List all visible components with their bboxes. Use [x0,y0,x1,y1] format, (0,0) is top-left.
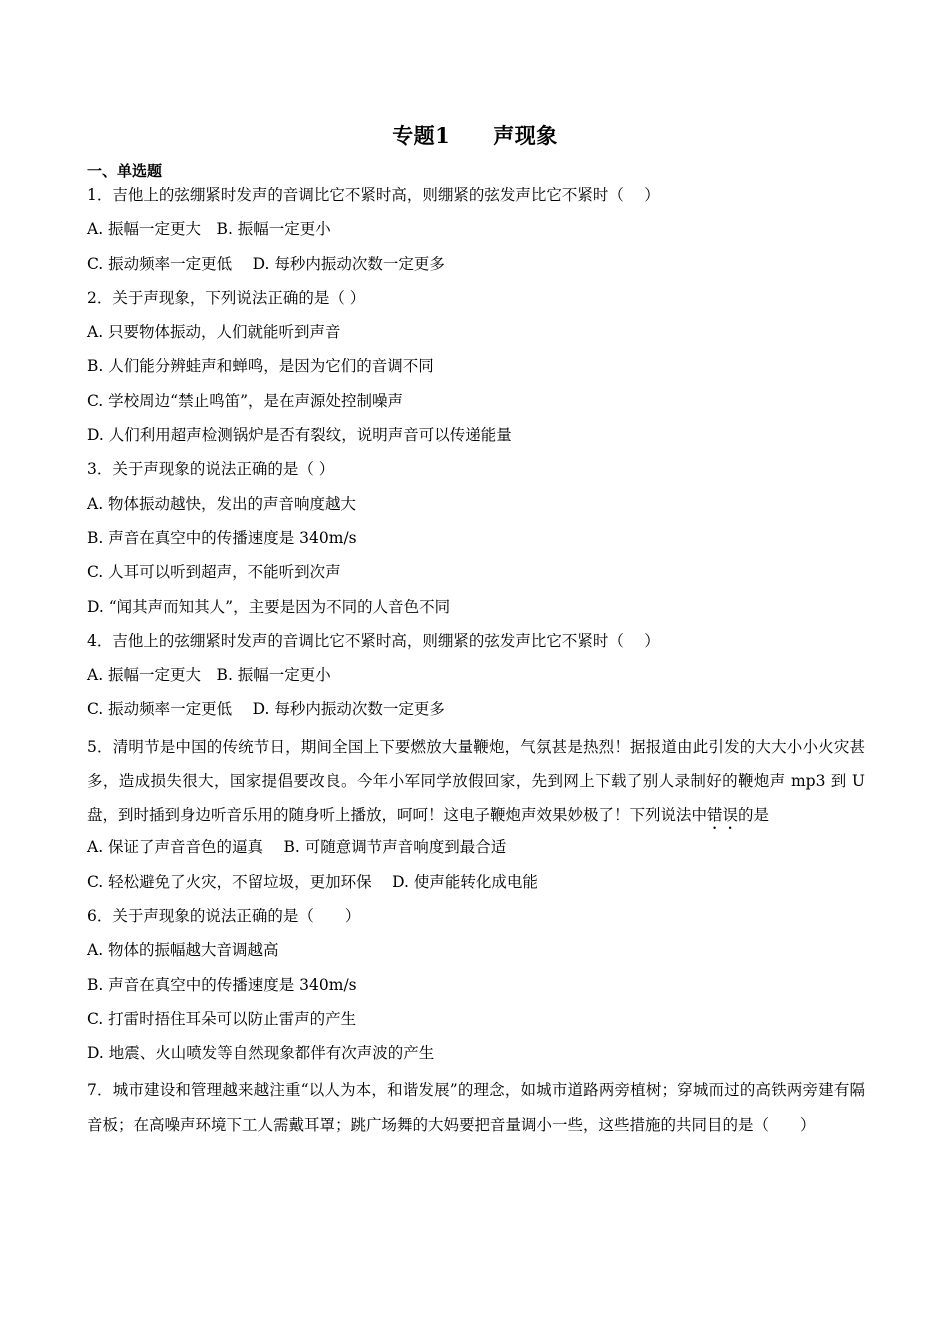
question-6-option-d: D. 地震、火山喷发等自然现象都伴有次声波的产生 [87,1044,435,1063]
question-1-stem: 1．吉他上的弦绷紧时发声的音调比它不紧时高，则绷紧的弦发声比它不紧时（ ） [87,186,660,204]
question-5-stem-text: 5．清明节是中国的传统节日，期间全国上下要燃放大量鞭炮，气氛甚是热烈！据报道由此引发的大大小小火灾甚多，造成损失很大，国家提倡要改良。今年小军同学放假回家，先到网上下载了别人录制好的鞭炮声 mp3 到 U 盘，到时插到身边听音乐用的随身听上播放，呵呵！这电子鞭炮声效果妙极了！下列说法中 [87,737,865,825]
question-list [87,181,865,1142]
question-3-stem: 3．关于声现象的说法正确的是（ ） [87,460,335,479]
question-2-option-a: A. 只要物体振动，人们就能听到声音 [87,323,341,342]
question-4-options-cd: C. 振动频率一定更低 D. 每秒内振动次数一定更多 [87,700,445,719]
page-title: 专题1 声现象 [392,123,558,148]
question-6-option-c: C. 打雷时捂住耳朵可以防止雷声的产生 [87,1009,357,1028]
question-3-option-d: D. “闻其声而知其人”，主要是因为不同的人音色不同 [87,597,451,616]
question-5-emphasis: 错误 [707,806,739,825]
question-5-options-ab: A. 保证了声音音色的逼真 B. 可随意调节声音响度到最合适 [87,838,507,857]
question-4-stem: 4．吉他上的弦绷紧时发声的音调比它不紧时高，则绷紧的弦发声比它不紧时（ ） [87,631,660,650]
question-2-option-c: C. 学校周边“禁止鸣笛”，是在声源处控制噪声 [87,391,404,410]
question-7-stem: 7．城市建设和管理越来越注重“以人为本，和谐发展”的理念，如城市道路两旁植树；穿城而过的高铁两旁建有隔音板；在高噪声环境下工人需戴耳罩；跳广场舞的大妈要把音量调小一些，这些措施的共同目的是（ ） [87,1081,865,1134]
question-6-option-a: A. 物体的振幅越大音调越高 [87,941,279,960]
question-3-option-a: A. 物体振动越快，发出的声音响度越大 [87,494,357,513]
question-2-option-d: D. 人们利用超声检测锅炉是否有裂纹，说明声音可以传递能量 [87,426,512,445]
question-3-option-c: C. 人耳可以听到超声，不能听到次声 [87,563,341,582]
question-1-options-ab: A. 振幅一定更大 B. 振幅一定更小 [87,220,331,239]
question-6-option-b: B. 声音在真空中的传播速度是 340m/s [87,975,357,994]
question-3-option-b: B. 声音在真空中的传播速度是 340m/s [87,528,357,547]
question-1-options-cd: C. 振动频率一定更低 D. 每秒内振动次数一定更多 [87,254,445,273]
question-6-stem: 6．关于声现象的说法正确的是（ ） [87,906,361,925]
question-5-stem [87,730,865,834]
question-4-options-ab: A. 振幅一定更大 B. 振幅一定更小 [87,666,331,685]
question-2-option-b: B. 人们能分辨蛙声和蝉鸣，是因为它们的音调不同 [87,357,434,376]
question-5-options-cd: C. 轻松避免了火灾，不留垃圾，更加环保 D. 使声能转化成电能 [87,872,538,891]
question-2-stem: 2．关于声现象，下列说法正确的是（ ） [87,288,366,307]
question-5-stem-tail: 的是 [738,806,770,825]
section-heading: 一、单选题 [87,162,163,180]
